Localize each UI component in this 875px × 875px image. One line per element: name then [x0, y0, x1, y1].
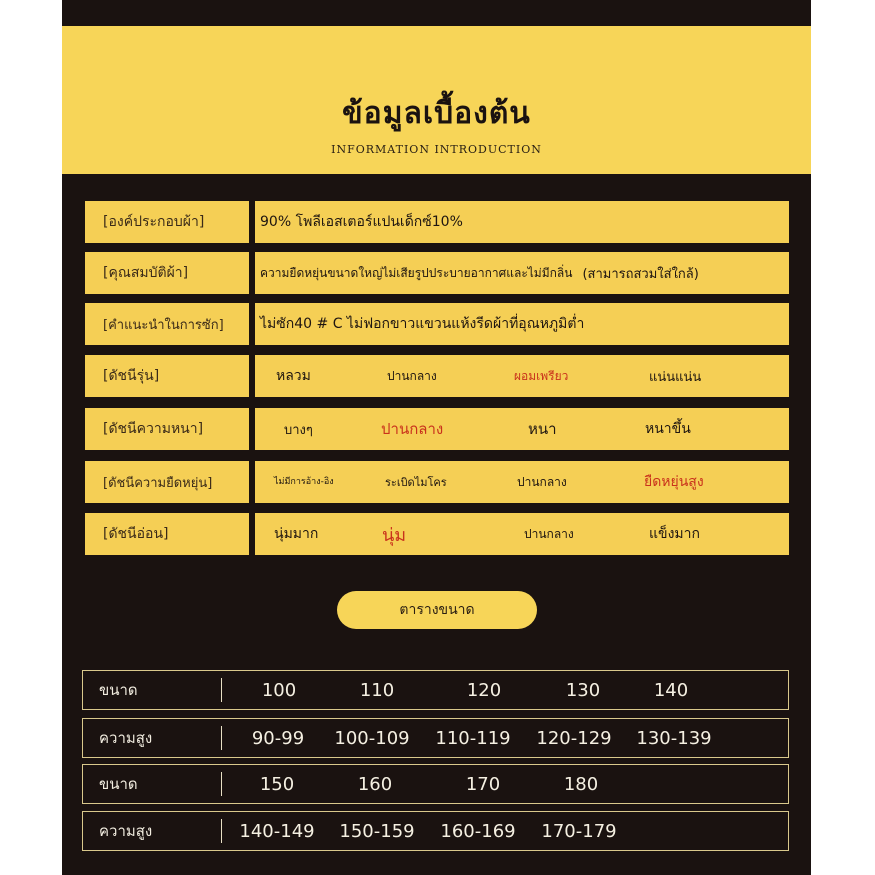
divider	[221, 678, 222, 702]
scale-option-selected: ยืดหยุ่นสูง	[644, 474, 704, 490]
height-cell: 110-119	[435, 727, 511, 749]
size-cell: 120	[466, 679, 502, 701]
softness-label: [ดัชนีอ่อน]	[85, 513, 249, 555]
fabric-label: [องค์ประกอบผ้า]	[85, 201, 249, 243]
scale-option: ปานกลาง	[387, 368, 437, 383]
height-cell: 100-109	[334, 727, 410, 749]
scale-option: แน่นแน่น	[649, 369, 702, 385]
size-row-label: ขนาด	[99, 681, 138, 699]
fit-scale	[255, 355, 789, 397]
scale-option: ปานกลาง	[517, 474, 567, 489]
elasticity-scale	[255, 461, 789, 503]
fit-label: [ดัชนีรุ่น]	[85, 355, 249, 397]
height-row-label: ความสูง	[99, 729, 153, 747]
size-row	[82, 670, 789, 710]
info-row-care	[85, 303, 789, 345]
height-cell: 160-169	[440, 820, 516, 842]
info-row-elasticity	[85, 461, 789, 503]
thickness-scale	[255, 408, 789, 450]
size-cell: 130	[565, 679, 601, 701]
info-row-softness	[85, 513, 789, 555]
scale-option: ปานกลาง	[524, 526, 574, 541]
height-cell: 120-129	[536, 727, 612, 749]
info-header	[62, 26, 811, 174]
info-row-fit	[85, 355, 789, 397]
size-row	[82, 764, 789, 804]
height-row	[82, 811, 789, 851]
height-cell: 150-159	[339, 820, 415, 842]
size-cell: 150	[259, 773, 295, 795]
fabric-value: 90% โพลีเอสเตอร์แปนเด็กซ์10%	[255, 201, 789, 243]
size-cell: 140	[653, 679, 689, 701]
height-row	[82, 718, 789, 758]
care-value: ไม่ซัก40 # C ไม่ฟอกขาวแขวนแห้งรีดผ้าที่อุณหภูมิต่ำ	[255, 303, 789, 345]
scale-option: ไม่มีการอ้าง-อิง	[274, 477, 334, 487]
softness-scale	[255, 513, 789, 555]
feature-label: [คุณสมบัติผ้า]	[85, 252, 249, 294]
page-title: ข้อมูลเบื้องต้น	[342, 96, 531, 131]
size-chart-button[interactable]: ตารางขนาด	[337, 591, 537, 629]
size-cell: 180	[563, 773, 599, 795]
feature-value-cell	[255, 252, 789, 294]
scale-option: แข็งมาก	[649, 526, 700, 542]
info-row-thickness	[85, 408, 789, 450]
elasticity-label: [ดัชนีความยืดหยุ่น]	[85, 461, 249, 503]
scale-option-selected: ปานกลาง	[381, 420, 444, 438]
height-cell: 130-139	[636, 727, 712, 749]
height-row-label: ความสูง	[99, 822, 153, 840]
scale-option: ระเบิดไมโคร	[385, 476, 447, 489]
thickness-label: [ดัชนีความหนา]	[85, 408, 249, 450]
scale-option: หนา	[528, 420, 557, 438]
size-cell: 160	[357, 773, 393, 795]
size-cell: 170	[465, 773, 501, 795]
divider	[221, 726, 222, 750]
scale-option: นุ่มมาก	[274, 526, 319, 542]
scale-option: หนาขึ้น	[645, 421, 691, 437]
care-label: [คำแนะนำในการซัก]	[85, 303, 249, 345]
scale-option-selected: ผอมเพรียว	[514, 368, 569, 383]
height-cell: 90-99	[251, 727, 305, 749]
info-row-feature	[85, 252, 789, 294]
size-row-label: ขนาด	[99, 775, 138, 793]
info-row-fabric	[85, 201, 789, 243]
height-cell: 170-179	[541, 820, 617, 842]
page-subtitle: INFORMATION INTRODUCTION	[331, 143, 542, 156]
scale-option: หลวม	[276, 368, 311, 384]
height-cell: 140-149	[239, 820, 315, 842]
scale-option: บางๆ	[284, 422, 313, 438]
size-cell: 110	[359, 679, 395, 701]
scale-option-selected: นุ่ม	[382, 524, 407, 546]
size-cell: 100	[261, 679, 297, 701]
feature-note: (สามารถสวมใส่ใกล้)	[582, 266, 699, 282]
feature-value: ความยืดหยุ่นขนาดใหญ่ไม่เสียรูปประบายอากาศและไม่มีกลิ่น	[260, 265, 573, 280]
